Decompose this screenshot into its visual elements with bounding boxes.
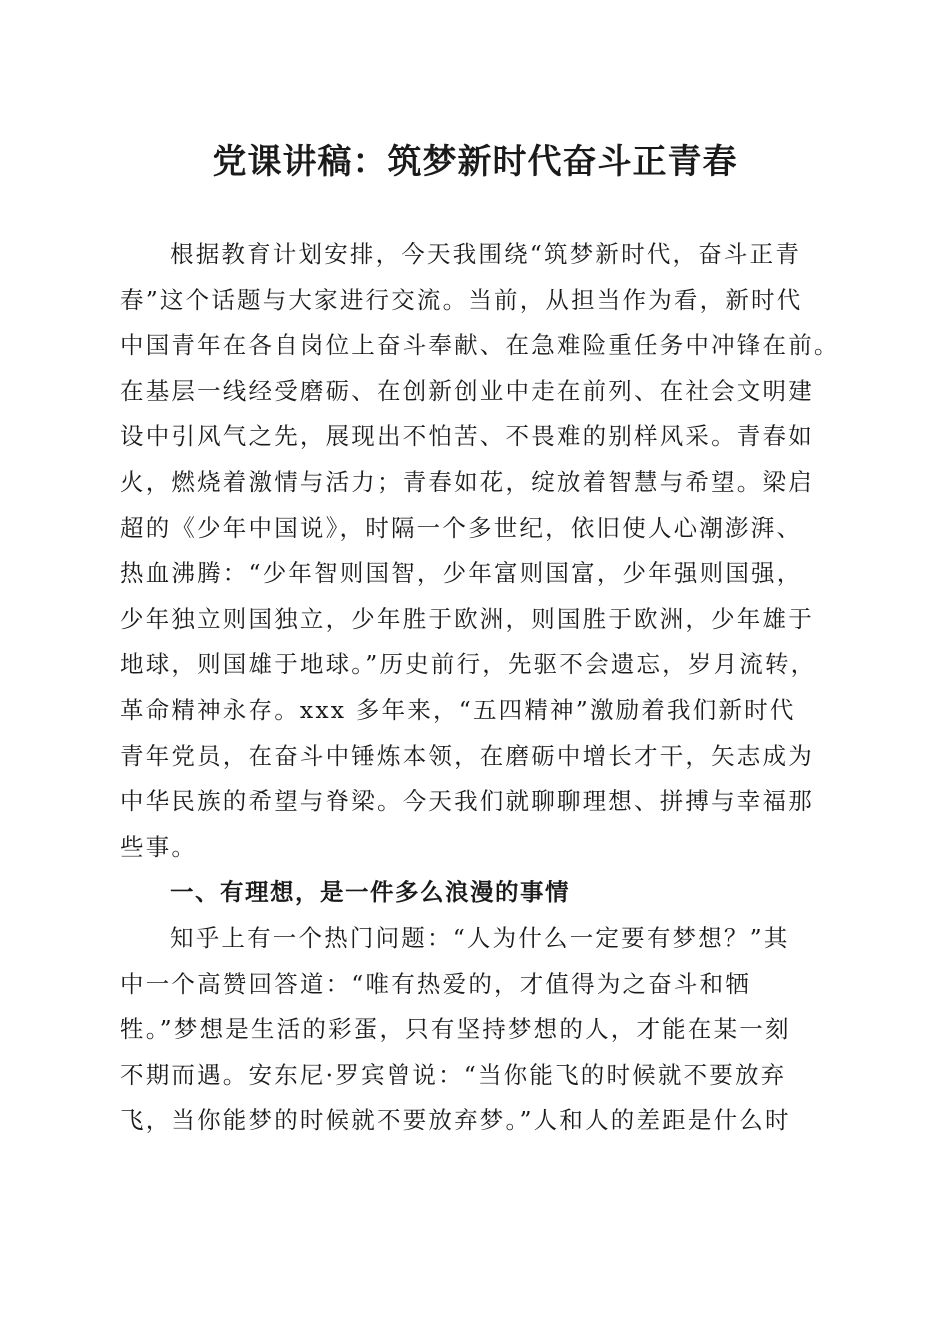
text-line: 牲。”梦想是生活的彩蛋，只有坚持梦想的人，才能在某一刻 xyxy=(120,1015,791,1044)
text-line: 中国青年在各自岗位上奋斗奉献、在急难险重任务中冲锋在前。 xyxy=(120,331,840,360)
paragraph-dream xyxy=(120,916,832,1144)
text-line: 中一个高赞回答道：“唯有热爱的，才值得为之奋斗和牺 xyxy=(120,969,752,998)
text-line: 飞，当你能梦的时候就不要放弃梦。”人和人的差距是什么时 xyxy=(120,1106,791,1135)
text-line: 超的《少年中国说》，时隔一个多世纪，依旧使人心潮澎湃、 xyxy=(120,513,803,542)
text-line: 中华民族的希望与脊梁。今天我们就聊聊理想、拼搏与幸福那 xyxy=(120,787,814,816)
text-line: 火，燃烧着激情与活力；青春如花，绽放着智慧与希望。梁启 xyxy=(120,467,814,496)
text-line: 知乎上有一个热门问题：“人为什么一定要有梦想？”其 xyxy=(170,923,790,952)
text-line: 设中引风气之先，展现出不怕苦、不畏难的别样风采。青春如 xyxy=(120,422,814,451)
text-line: 不期而遇。安东尼·罗宾曾说：“当你能飞的时候就不要放弃 xyxy=(120,1060,787,1089)
text-line: 地球，则国雄于地球。”历史前行，先驱不会遗忘，岁月流转， xyxy=(120,650,817,679)
text-line: 根据教育计划安排，今天我围绕“筑梦新时代，奋斗正青 xyxy=(170,240,802,268)
paragraph-intro xyxy=(120,232,840,870)
text-line: 些事。 xyxy=(120,832,198,861)
document-title: 党课讲稿：筑梦新时代奋斗正青春 xyxy=(212,142,738,182)
text-line: 革命精神永存。xxx 多年来，“五四精神”激励着我们新时代 xyxy=(120,695,796,724)
text-line: 青年党员，在奋斗中锤炼本领，在磨砺中增长才干，矢志成为 xyxy=(120,741,814,770)
document-body xyxy=(120,232,840,1144)
text-line: 少年独立则国独立，少年胜于欧洲，则国胜于欧洲，少年雄于 xyxy=(120,604,814,633)
text-line: 在基层一线经受磨砺、在创新创业中走在前列、在社会文明建 xyxy=(120,376,814,405)
text-line: 春”这个话题与大家进行交流。当前，从担当作为看，新时代 xyxy=(120,285,803,314)
text-line: 热血沸腾：“少年智则国智，少年富则国富，少年强则国强， xyxy=(120,559,803,588)
section-heading: 一、有理想，是一件多么浪漫的事情 xyxy=(170,878,570,907)
